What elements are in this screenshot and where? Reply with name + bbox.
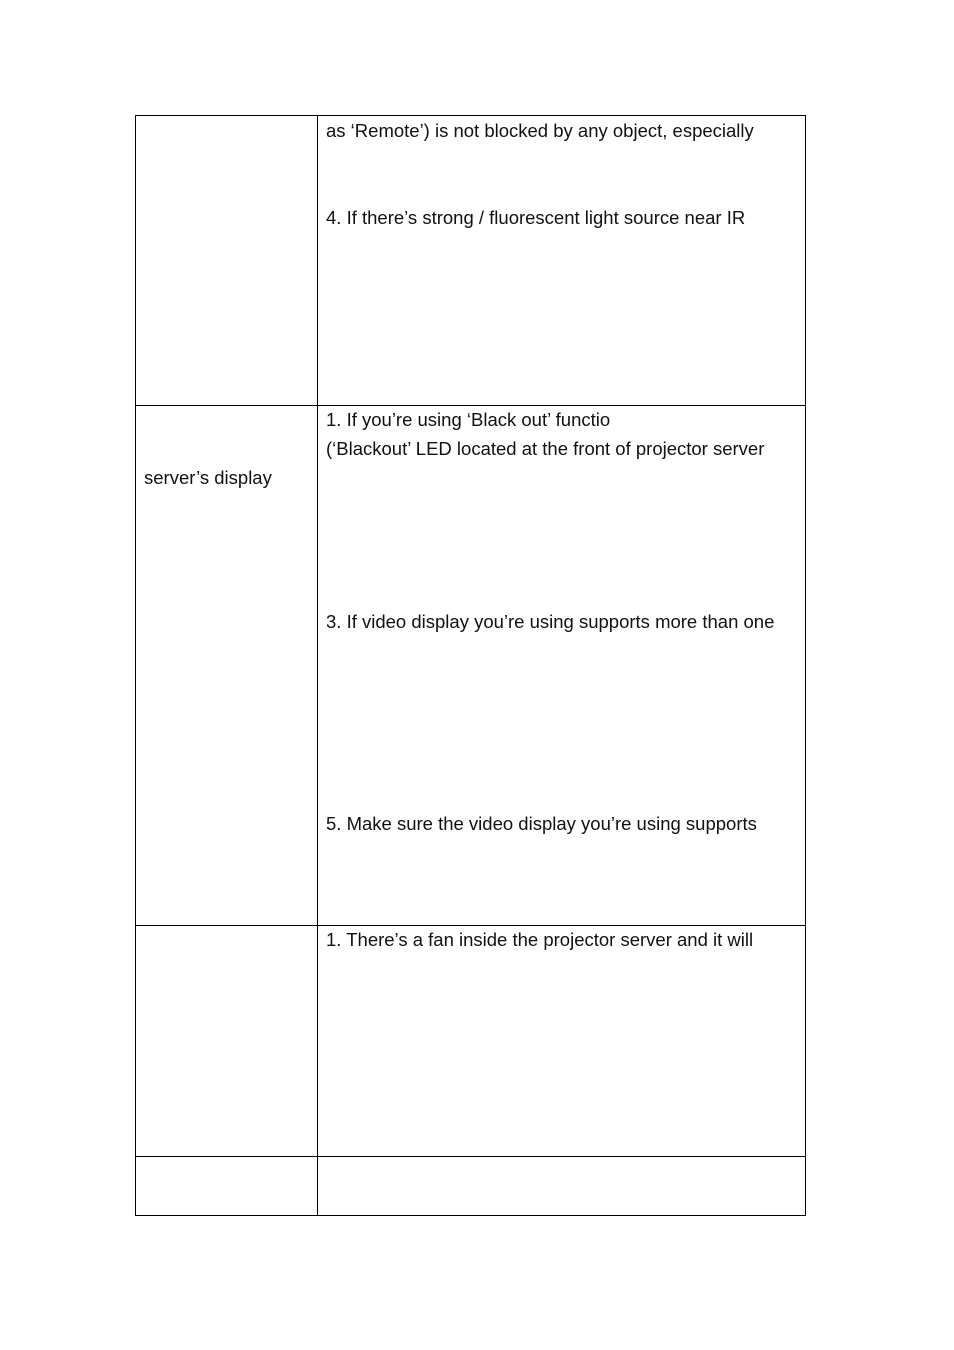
row1-text-2: 4. If there’s strong / fluorescent light source near IR bbox=[326, 207, 746, 228]
row2-left-label: server’s display bbox=[144, 467, 272, 488]
row2-text-1: 1. If you’re using ‘Black out’ functio bbox=[326, 409, 611, 430]
row3-text-1: 1. There’s a fan inside the projector server and it will bbox=[326, 929, 754, 950]
row2-text-3: 3. If video display you’re using supports more than one bbox=[326, 611, 775, 632]
row-divider bbox=[136, 1156, 805, 1157]
troubleshooting-table bbox=[135, 115, 806, 1216]
column-divider bbox=[317, 116, 318, 1215]
row1-text-1: as ‘Remote’) is not blocked by any object, especially bbox=[326, 120, 754, 141]
row2-text-4: 5. Make sure the video display you’re using supports bbox=[326, 813, 757, 834]
row-divider bbox=[136, 925, 805, 926]
row2-text-2: (‘Blackout’ LED located at the front of projector server bbox=[326, 438, 765, 459]
row-divider bbox=[136, 405, 805, 406]
